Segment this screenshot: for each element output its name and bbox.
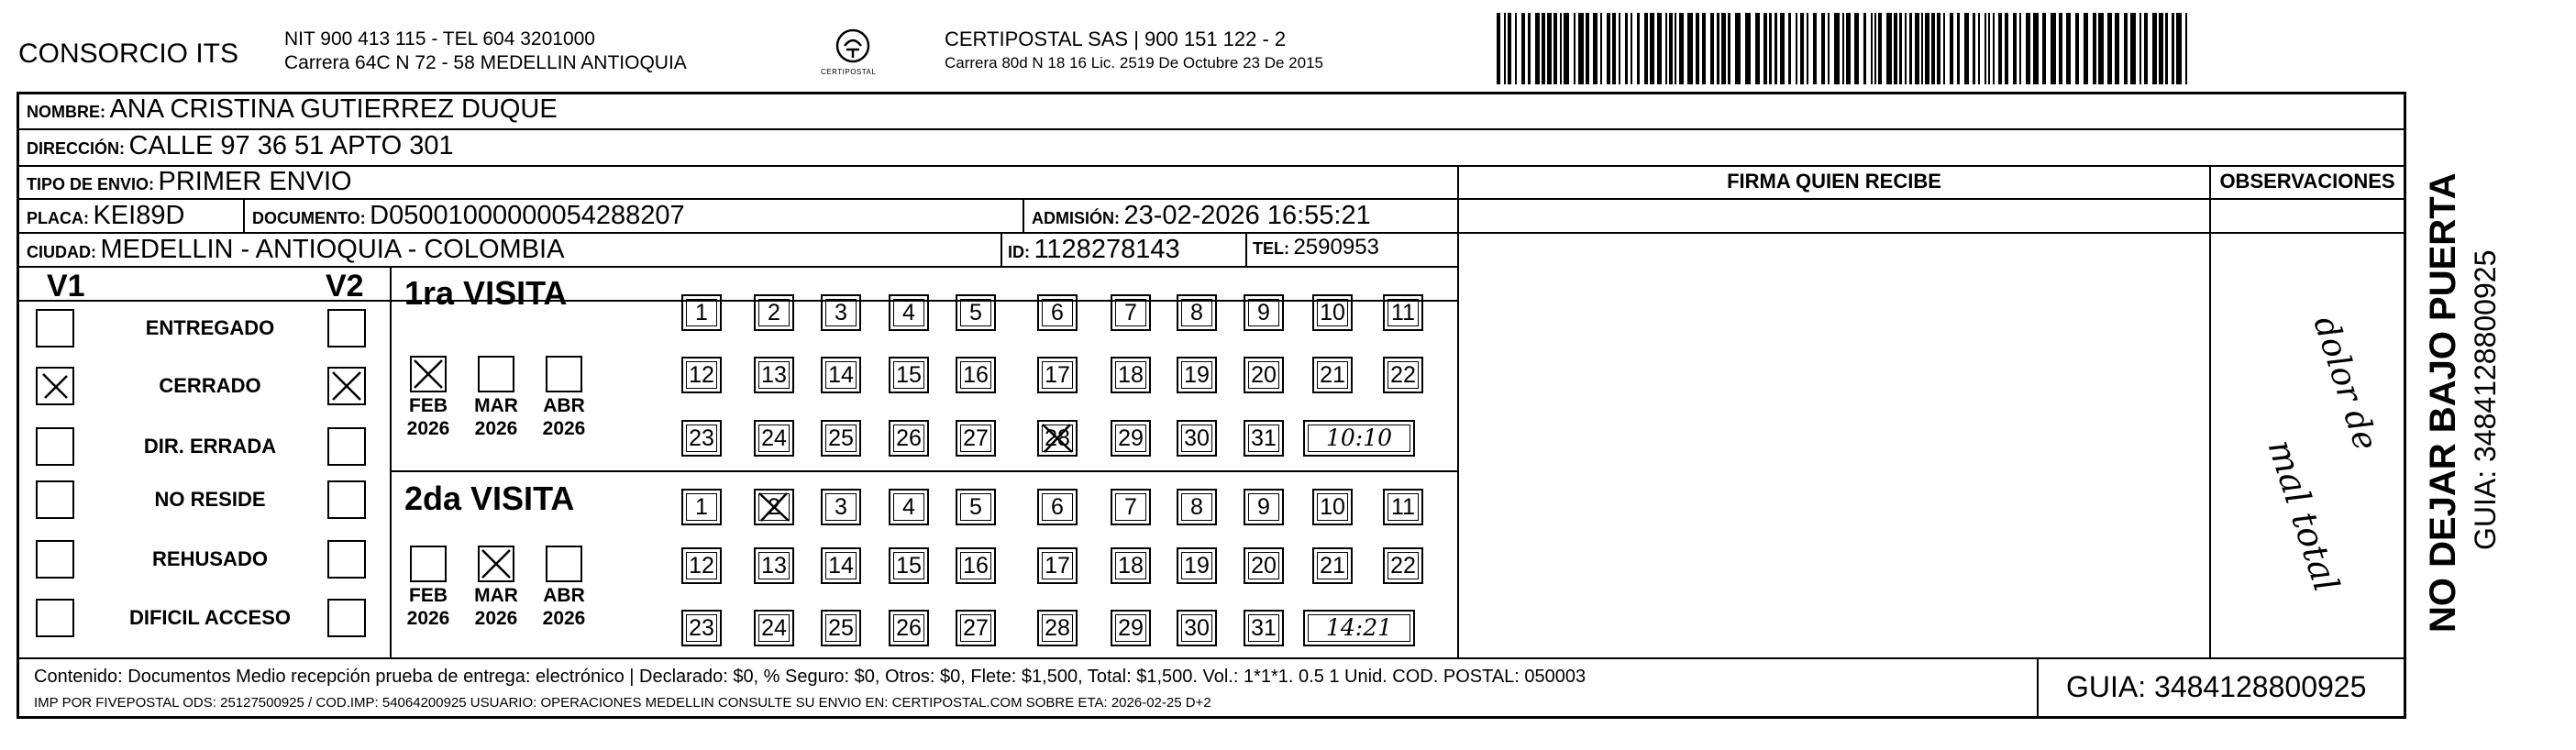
company-nit: NIT 900 413 115 - TEL 604 3201000 [284, 28, 595, 50]
day-box[interactable]: 31 [1244, 610, 1284, 646]
check-mark-icon [329, 369, 364, 403]
barcode-bar [1560, 13, 1562, 84]
month-checkbox[interactable] [546, 546, 582, 582]
city-field [27, 235, 564, 265]
delivery-form [17, 92, 2406, 719]
month-name: FEB [409, 395, 448, 416]
barcode-bar [1669, 13, 1673, 84]
barcode-bar [1807, 13, 1808, 84]
barcode-bar [1985, 13, 1986, 84]
barcode-bar [1735, 13, 1741, 84]
day-box[interactable]: 15 [889, 547, 929, 584]
barcode-bar [1905, 13, 1907, 84]
address-row [27, 131, 454, 161]
barcode-bar [1679, 13, 1684, 84]
day-box[interactable]: 10 [1312, 489, 1353, 525]
day-box[interactable]: 29 [1111, 610, 1151, 646]
company-info [284, 28, 687, 75]
barcode-bar [1578, 13, 1584, 84]
barcode-bar [1564, 13, 1569, 84]
barcode-bar [1925, 13, 1929, 84]
barcode-bar [1535, 13, 1540, 84]
observations-handwriting [2213, 234, 2402, 656]
day-box[interactable] [754, 489, 794, 525]
barcode-bar [1717, 13, 1719, 84]
day-box[interactable] [1037, 420, 1078, 457]
barcode-bar [1665, 13, 1667, 84]
v2-checkbox[interactable] [327, 309, 366, 347]
check-mark-icon [412, 358, 445, 391]
company-name: CONSORCIO ITS [18, 39, 239, 69]
footer-imp: IMP POR FIVEPOSTAL ODS: 25127500925 / COD.IMP: 54064200925 USUARIO: OPERACIONES MEDELLIN CONSULTE SU ENVIO EN: CERTIPOSTAL.COM SOBRE ETA: 2026-02-25 D+2 [34, 695, 1211, 711]
day-box[interactable]: 7 [1111, 294, 1151, 331]
barcode-bar [1593, 13, 1598, 84]
barcode-bar [1780, 13, 1785, 84]
status-label: NO RESIDE [154, 488, 266, 511]
signature-header: FIRMA QUIEN RECIBE [1727, 170, 1941, 193]
day-box[interactable]: 11 [1383, 489, 1423, 525]
day-box[interactable]: 13 [754, 547, 794, 584]
side-guia: GUIA: 3484128800925 [2469, 249, 2502, 550]
barcode-bar [1834, 13, 1840, 84]
barcode-bar [1878, 13, 1882, 84]
v2-checkbox[interactable] [327, 427, 366, 466]
barcode-bar [1894, 13, 1897, 84]
day-box[interactable]: 26 [889, 610, 929, 646]
day-box[interactable]: 28 [1037, 610, 1078, 646]
name-row [27, 94, 558, 125]
month-name: FEB [409, 585, 448, 606]
check-mark-icon [756, 491, 792, 524]
day-box[interactable]: 7 [1111, 489, 1151, 525]
month-year: 2026 [474, 418, 518, 439]
barcode-bar [2107, 13, 2112, 84]
barcode-bar [2051, 13, 2056, 84]
day-box[interactable]: 17 [1037, 357, 1078, 393]
day-box[interactable]: 16 [956, 547, 996, 584]
day-box[interactable]: 26 [889, 420, 929, 457]
barcode-bar [1957, 13, 1960, 84]
day-box[interactable]: 29 [1111, 420, 1151, 457]
name-label: NOMBRE: [27, 103, 105, 121]
v1-checkbox[interactable] [36, 309, 74, 347]
v1-checkbox[interactable] [36, 367, 74, 405]
barcode-bar [1874, 13, 1876, 84]
month-year: 2026 [474, 608, 518, 629]
document-label: DOCUMENTO: [252, 209, 366, 227]
barcode-bar [1886, 13, 1892, 84]
admission-datetime: 23-02-2026 16:55:21 [1123, 201, 1371, 230]
barcode-bar [1675, 13, 1676, 84]
month-name: ABR [543, 395, 585, 416]
barcode-bar [1788, 13, 1791, 84]
barcode-bar [1696, 13, 1699, 84]
barcode-bar [1528, 13, 1531, 84]
barcode-bar [1745, 13, 1751, 84]
day-box[interactable]: 23 [681, 420, 722, 457]
recipient-name: ANA CRISTINA GUTIERREZ DUQUE [109, 94, 558, 124]
barcode-bar [2026, 13, 2030, 84]
month-year: 2026 [542, 608, 586, 629]
day-box[interactable]: 22 [1383, 357, 1423, 393]
day-box[interactable]: 22 [1383, 547, 1423, 584]
barcode-bar [1728, 13, 1730, 84]
barcode-bar [1515, 13, 1517, 84]
day-box[interactable]: 27 [956, 420, 996, 457]
observations-header: OBSERVACIONES [2219, 170, 2395, 193]
month-year: 2026 [406, 418, 450, 439]
day-box[interactable]: 18 [1111, 357, 1151, 393]
tel-label: TEL: [1253, 239, 1289, 258]
day-box[interactable]: 4 [889, 489, 929, 525]
day-box[interactable]: 21 [1312, 357, 1353, 393]
month-name: ABR [543, 585, 585, 606]
month-label [469, 394, 524, 440]
barcode-bar [2093, 13, 2096, 84]
day-box[interactable]: 14 [821, 357, 861, 393]
city-label: CIUDAD: [27, 243, 96, 261]
barcode-bar [1828, 13, 1830, 84]
no-under-door-notice: NO DEJAR BAJO PUERTA [2423, 172, 2463, 633]
logo-text: CERTIPOSTAL [821, 68, 877, 76]
barcode-bar [1915, 13, 1919, 84]
check-mark-icon [1039, 422, 1076, 455]
carrier-address: Carrera 80d N 18 16 Lic. 2519 De Octubre 23 De 2015 [945, 54, 1323, 72]
barcode-bar [2139, 13, 2141, 84]
day-box[interactable]: 3 [821, 489, 861, 525]
day-box[interactable]: 18 [1111, 547, 1151, 584]
day-box[interactable]: 19 [1177, 547, 1217, 584]
day-number: 2 [768, 494, 780, 520]
barcode-bar [1973, 13, 1975, 84]
barcode-bar [1774, 13, 1777, 84]
barcode-bar [1842, 13, 1844, 84]
month-checkbox[interactable] [410, 546, 447, 582]
day-box[interactable]: 15 [889, 357, 929, 393]
barcode-bar [2013, 13, 2017, 84]
barcode-bar [1950, 13, 1953, 84]
barcode-bar [1497, 13, 1500, 84]
barcode-bar [1612, 13, 1616, 84]
barcode-bar [2005, 13, 2008, 84]
day-box[interactable]: 24 [754, 420, 794, 457]
barcode-bar [1547, 13, 1552, 84]
barcode-bar [1687, 13, 1693, 84]
v1-header: V1 [47, 269, 85, 303]
barcode-bar [1637, 13, 1640, 84]
day-box[interactable]: 5 [956, 294, 996, 331]
barcode-bar [1863, 13, 1866, 84]
month-checkbox[interactable] [546, 356, 582, 392]
barcode-bar [1702, 13, 1706, 84]
day-box[interactable]: 8 [1177, 294, 1217, 331]
barcode-bar [1504, 13, 1506, 84]
day-box[interactable]: 27 [956, 610, 996, 646]
day-box[interactable]: 12 [681, 547, 722, 584]
barcode-bar [2084, 13, 2088, 84]
day-box[interactable]: 8 [1177, 489, 1217, 525]
signature-area[interactable] [1461, 234, 2207, 656]
day-box[interactable]: 20 [1244, 547, 1284, 584]
plate-field [27, 201, 184, 231]
day-box[interactable]: 31 [1244, 420, 1284, 457]
observation-text-1: dolor de [2305, 312, 2385, 456]
barcode-bar [1644, 13, 1648, 84]
day-box[interactable]: 21 [1312, 547, 1353, 584]
v1-checkbox[interactable] [36, 540, 74, 579]
day-box[interactable]: 1 [681, 489, 722, 525]
admission-label: ADMISIÓN: [1032, 209, 1120, 227]
barcode-bar [1998, 13, 2002, 84]
day-box[interactable]: 1 [681, 294, 722, 331]
v2-checkbox[interactable] [327, 367, 366, 405]
first-visit-title: 1ra VISITA [404, 274, 568, 312]
barcode-bar [2130, 13, 2136, 84]
barcode-bar [2176, 13, 2182, 84]
barcode-bar [1921, 13, 1923, 84]
month-label [469, 584, 524, 630]
day-box[interactable]: 25 [821, 610, 861, 646]
barcode-bar [2172, 13, 2174, 84]
v1-checkbox[interactable] [36, 480, 74, 519]
day-box[interactable]: 23 [681, 610, 722, 646]
barcode-bar [2165, 13, 2168, 84]
barcode-bar [1993, 13, 1995, 84]
barcode-bar [1821, 13, 1825, 84]
barcode-bar [1755, 13, 1760, 84]
barcode-bar [1763, 13, 1767, 84]
barcode-bar [1650, 13, 1654, 84]
barcode-bar [1796, 13, 1797, 84]
barcode-bar [1625, 13, 1628, 84]
barcode-bar [1846, 13, 1851, 84]
admission-field [1032, 201, 1371, 231]
barcode-bar [1937, 13, 1940, 84]
id-label: ID: [1008, 243, 1030, 261]
carrier-info [945, 28, 1323, 75]
barcode-bar [1521, 13, 1525, 84]
day-box[interactable]: 4 [889, 294, 929, 331]
day-box[interactable]: 9 [1244, 489, 1284, 525]
day-box[interactable]: 13 [754, 357, 794, 393]
day-box[interactable]: 6 [1037, 294, 1078, 331]
company-address: Carrera 64C N 72 - 58 MEDELLIN ANTIOQUIA [284, 52, 687, 73]
barcode-bar [2115, 13, 2119, 84]
day-box[interactable]: 5 [956, 489, 996, 525]
barcode-bar [1586, 13, 1589, 84]
day-box[interactable]: 9 [1244, 294, 1284, 331]
plate-label: PLACA: [27, 209, 89, 227]
document-field [252, 201, 685, 231]
status-label: CERRADO [159, 374, 261, 397]
day-box[interactable]: 25 [821, 420, 861, 457]
barcode-bar [1978, 13, 1980, 84]
day-box[interactable]: 2 [754, 294, 794, 331]
id-field [1008, 235, 1180, 265]
barcode-bar [1542, 13, 1545, 84]
footer-guia: GUIA: 3484128800925 [2066, 670, 2367, 703]
day-box[interactable]: 11 [1383, 294, 1423, 331]
day-box[interactable]: 24 [754, 610, 794, 646]
barcode-bar [1619, 13, 1620, 84]
status-label: ENTREGADO [145, 316, 275, 339]
barcode-bar [2033, 13, 2039, 84]
v2-checkbox[interactable] [327, 480, 366, 519]
check-mark-icon [38, 369, 72, 403]
barcode-bar [2159, 13, 2163, 84]
status-label: DIFICIL ACCESO [128, 606, 291, 629]
barcode-bar [1909, 13, 1912, 84]
barcode-bar [2059, 13, 2062, 84]
v1-checkbox[interactable] [36, 599, 74, 637]
second-visit-title: 2da VISITA [404, 480, 575, 517]
barcode-bar [1607, 13, 1610, 84]
shipment-type: PRIMER ENVIO [158, 167, 352, 196]
day-box[interactable]: 19 [1177, 357, 1217, 393]
barcode-bar [2042, 13, 2046, 84]
check-mark-icon [480, 547, 513, 580]
id-number: 1128278143 [1034, 235, 1180, 264]
barcode-bar [1769, 13, 1772, 84]
barcode-bar [2098, 13, 2104, 84]
barcode-bar [1931, 13, 1935, 84]
month-label [536, 584, 591, 630]
barcode-bar [1943, 13, 1945, 84]
month-checkbox[interactable] [410, 356, 447, 392]
day-box[interactable]: 30 [1177, 610, 1217, 646]
barcode-bar [2185, 13, 2187, 84]
barcode-bar [1854, 13, 1859, 84]
day-number: 28 [1045, 425, 1070, 451]
barcode-bar [2124, 13, 2128, 84]
barcode-bar [1553, 13, 1557, 84]
barcode-bar [1600, 13, 1602, 84]
month-name: MAR [474, 585, 518, 606]
month-year: 2026 [542, 418, 586, 439]
v2-checkbox[interactable] [327, 599, 366, 637]
barcode-bar [1631, 13, 1632, 84]
status-label: REHUSADO [152, 547, 268, 570]
document-number: D05001000000054288207 [370, 201, 685, 230]
month-name: MAR [474, 395, 518, 416]
day-box[interactable]: 16 [956, 357, 996, 393]
barcode-bar [1800, 13, 1804, 84]
barcode-bar [2066, 13, 2071, 84]
visit-time[interactable]: 10:10 [1303, 420, 1415, 457]
barcode-bar [1988, 13, 1990, 84]
barcode-bar [2152, 13, 2157, 84]
day-box[interactable]: 20 [1244, 357, 1284, 393]
barcode-bar [1721, 13, 1726, 84]
shipment-type-row [27, 167, 352, 197]
v1-checkbox[interactable] [36, 427, 74, 466]
day-box[interactable]: 17 [1037, 547, 1078, 584]
carrier-line: CERTIPOSTAL SAS | 900 151 122 - 2 [945, 28, 1287, 50]
footer-content: Contenido: Documentos Medio recepción prueba de entrega: electrónico | Declarado: $0, % Seguro: $0, Otros: $0, Flete: $1,500, Total: $1,500. Vol.: 1*1*1. 0.5 1 Unid. COD. POSTAL: 050003 [34, 667, 1587, 687]
day-box[interactable]: 14 [821, 547, 861, 584]
day-box[interactable]: 12 [681, 357, 722, 393]
address-label: DIRECCIÓN: [27, 139, 125, 158]
v2-header: V2 [326, 269, 364, 303]
month-label [401, 584, 456, 630]
city: MEDELLIN - ANTIOQUIA - COLOMBIA [100, 235, 565, 264]
barcode-bar [1710, 13, 1714, 84]
v2-checkbox[interactable] [327, 540, 366, 579]
tel-field [1253, 235, 1379, 260]
barcode-bar [1899, 13, 1902, 84]
barcode-bar [1813, 13, 1817, 84]
barcode-bar [1508, 13, 1511, 84]
day-box[interactable]: 3 [821, 294, 861, 331]
observation-text-2: mal total [2260, 435, 2348, 597]
barcode-bar [2144, 13, 2148, 84]
barcode-bar [1964, 13, 1969, 84]
plate: KEI89D [93, 201, 185, 230]
shipment-type-label: TIPO DE ENVIO: [27, 175, 155, 193]
month-year: 2026 [406, 608, 450, 629]
barcode-bar [1871, 13, 1873, 84]
barcode-bar [1657, 13, 1662, 84]
visit-time[interactable]: 14:21 [1303, 610, 1415, 646]
day-box[interactable]: 30 [1177, 420, 1217, 457]
month-label [401, 394, 456, 440]
barcode-bar [2075, 13, 2079, 84]
month-checkbox[interactable] [478, 356, 514, 392]
day-box[interactable]: 10 [1312, 294, 1353, 331]
barcode [1497, 13, 2194, 84]
barcode-bar [1574, 13, 1575, 84]
month-checkbox[interactable] [478, 546, 514, 582]
tel: 2590953 [1293, 235, 1379, 259]
month-label [536, 394, 591, 440]
barcode-bar [2019, 13, 2021, 84]
day-box[interactable]: 6 [1037, 489, 1078, 525]
recipient-address: CALLE 97 36 51 APTO 301 [128, 131, 454, 160]
status-label: DIR. ERRADA [143, 435, 277, 458]
